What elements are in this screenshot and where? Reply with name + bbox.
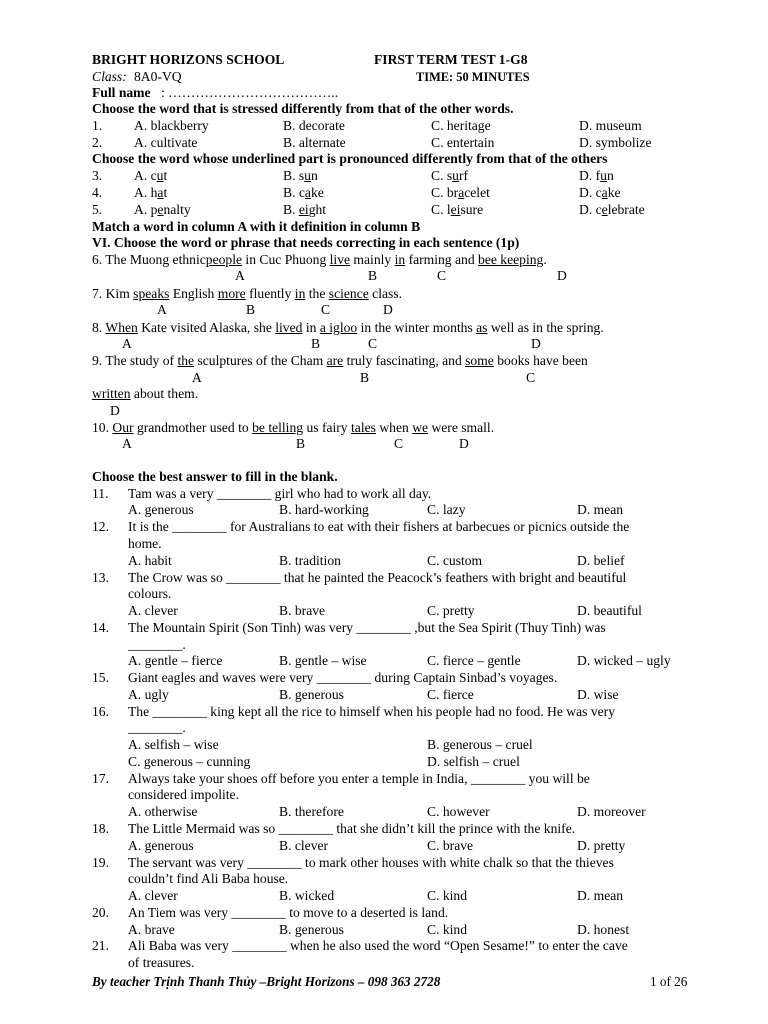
page-number: 1 of 26 — [650, 974, 688, 989]
name-dots: : ……………………………….. — [161, 85, 339, 100]
question-18-options: A. generous B. clever C. brave D. pretty — [128, 838, 626, 853]
name-label: Full name — [92, 85, 151, 100]
footer-credit: By teacher Trịnh Thanh Thủy –Bright Horizons – 098 363 2728 — [92, 974, 441, 989]
question-row: 4. A. hat B. cake C. bracelet D. cake — [92, 185, 621, 200]
question-9-continued: written about them. — [92, 386, 199, 401]
header-row-1 — [0, 52, 768, 70]
question-21-continued: of treasures. — [128, 955, 195, 970]
question-16-options-2: C. generous – cunning D. selfish – cruel — [128, 754, 520, 769]
school-name: BRIGHT HORIZONS SCHOOL — [92, 52, 285, 67]
page-footer — [0, 974, 768, 992]
question-15-options: A. ugly B. generous C. fierce D. wise — [128, 687, 619, 702]
question-14-continued: ________. — [128, 637, 186, 652]
question-17-options: A. otherwise B. therefore C. however D. moreover — [128, 804, 646, 819]
question-14-options: A. gentle – fierce B. gentle – wise C. fierce – gentle D. wicked – ugly — [128, 653, 671, 668]
question-13-continued: colours. — [128, 586, 172, 601]
question-18: 18. The Little Mermaid was so ________ that she didn’t kill the prince with the knife. — [92, 821, 576, 836]
question-21: 21. Ali Baba was very ________ when he also used the word “Open Sesame!” to enter the cave — [92, 938, 628, 953]
question-12-continued: home. — [128, 536, 162, 551]
question-6-marks: A B C D — [235, 268, 567, 283]
question-6: 6. The Muong ethnicpeople in Cuc Phuong live mainly in farming and bee keeping. — [92, 252, 547, 267]
question-17-continued: considered impolite. — [128, 787, 239, 802]
question-row: 2. A. cultivate B. alternate C. entertain D. symbolize — [92, 135, 652, 150]
question-14: 14. The Mountain Spirit (Son Tinh) was very ________ ,but the Sea Spirit (Thuy Tinh) was — [92, 620, 606, 635]
question-8-marks: A B C D — [122, 336, 541, 351]
section-2-heading: Choose the word whose underlined part is pronounced differently from that of the others — [92, 151, 608, 166]
question-20-options: A. brave B. generous C. kind D. honest — [128, 922, 630, 937]
time-label: TIME: 50 MINUTES — [416, 70, 530, 84]
question-11-options: A. generous B. hard-working C. lazy D. mean — [128, 502, 624, 517]
question-19-options: A. clever B. wicked C. kind D. mean — [128, 888, 624, 903]
test-title: FIRST TERM TEST 1-G8 — [374, 52, 528, 67]
question-16: 16. The ________ king kept all the rice to himself when his people had no food. He was very — [92, 704, 615, 719]
question-13: 13. The Crow was so ________ that he painted the Peacock’s feathers with bright and beautiful — [92, 570, 627, 585]
question-row: 3. A. cut B. sun C. surf D. fun — [92, 168, 614, 183]
question-8: 8. When Kate visited Alaska, she lived in a igloo in the winter months as well as in the spring. — [92, 320, 604, 335]
question-16-options-1: A. selfish – wise B. generous – cruel — [128, 737, 533, 752]
question-19-continued: couldn’t find Ali Baba house. — [128, 871, 289, 886]
question-12: 12. It is the ________ for Australians to eat with their fishers at barbecues or picnics outside the — [92, 519, 630, 534]
question-17: 17. Always take your shoes off before you enter a temple in India, ________ you will be — [92, 771, 590, 786]
section-4-heading: VI. Choose the word or phrase that needs correcting in each sentence (1p) — [92, 235, 520, 250]
question-7: 7. Kim speaks English more fluently in the science class. — [92, 286, 403, 301]
question-row: 5. A. penalty B. eight C. leisure D. celebrate — [92, 202, 645, 217]
class-value: 8A0-VQ — [134, 69, 182, 84]
section-5-heading: Choose the best answer to fill in the blank. — [92, 469, 338, 484]
question-10-marks: A B C D — [122, 436, 469, 451]
question-12-options: A. habit B. tradition C. custom D. belief — [128, 553, 625, 568]
section-1-heading: Choose the word that is stressed differently from that of the other words. — [92, 101, 514, 116]
question-15: 15. Giant eagles and waves were very ________ during Captain Sinbad’s voyages. — [92, 670, 558, 685]
question-7-marks: A B C D — [157, 302, 393, 317]
question-row: 1. A. blackberry B. decorate C. heritage D. museum — [92, 118, 642, 133]
class-label: Class: — [92, 69, 127, 84]
question-9-mark-d: D — [110, 403, 120, 418]
question-13-options: A. clever B. brave C. pretty D. beautiful — [128, 603, 642, 618]
question-16-continued: ________. — [128, 720, 186, 735]
question-10: 10. Our grandmother used to be telling us fairy tales when we were small. — [92, 420, 495, 435]
section-3-heading: Match a word in column A with it definition in column B — [92, 219, 421, 234]
question-20: 20. An Tiem was very ________ to move to a deserted is land. — [92, 905, 449, 920]
question-19: 19. The servant was very ________ to mark other houses with white chalk so that the thieves — [92, 855, 614, 870]
question-9-marks: A B C — [192, 370, 536, 385]
question-9: 9. The study of the sculptures of the Cham are truly fascinating, and some books have been — [92, 353, 588, 368]
question-11: 11. Tam was a very ________ girl who had to work all day. — [92, 486, 432, 501]
